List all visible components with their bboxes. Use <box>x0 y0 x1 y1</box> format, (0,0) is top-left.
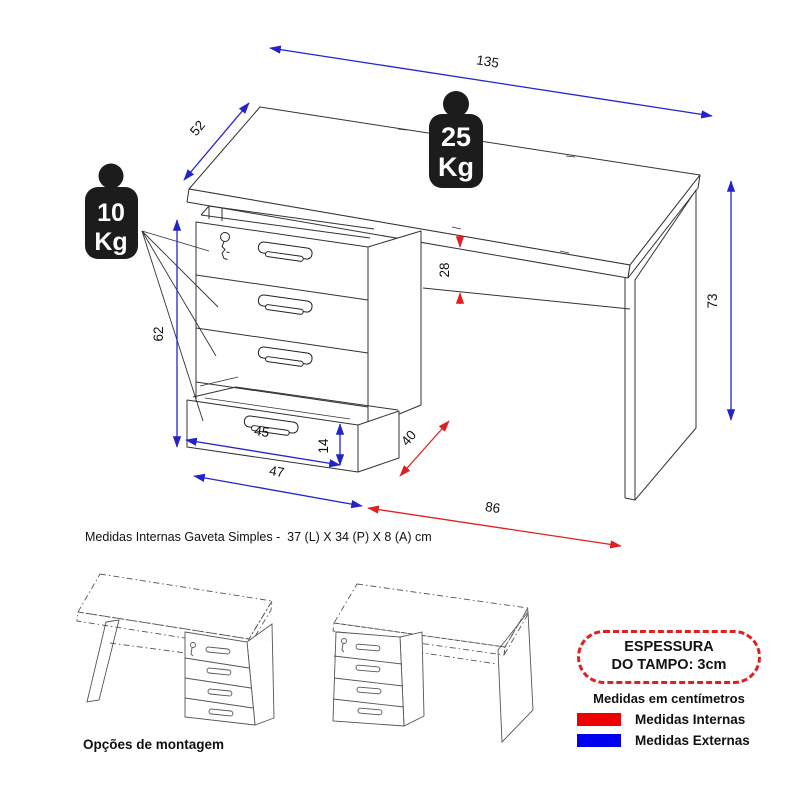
assembly2-pedestal <box>333 632 424 726</box>
assembly-option-2 <box>333 584 533 742</box>
weight-10-value: 10 <box>97 199 125 227</box>
label-knee-width: 86 <box>484 499 502 517</box>
top-thickness-callout <box>577 630 761 684</box>
weight-badge-10kg <box>85 164 138 260</box>
top-thickness-line1: ESPESSURA <box>624 639 714 655</box>
weight-25-value: 25 <box>440 122 472 152</box>
legend-row-internal <box>577 712 761 727</box>
assembly1-pedestal <box>185 624 274 725</box>
weight-badge-25kg <box>429 91 483 188</box>
legend-row-external <box>577 733 761 748</box>
assembly-options-caption: Opções de montagem <box>83 737 225 752</box>
internal-measures-label: Medidas Internas <box>635 712 746 728</box>
internal-drawer-measures-caption: Medidas Internas Gaveta Simples - 37 (L) X 34 (P) X 8 (A) cm <box>85 530 432 544</box>
label-pedestal-width: 47 <box>268 462 286 481</box>
legend <box>577 630 761 748</box>
label-drawer-width: 45 <box>253 422 271 441</box>
weight-10-unit: Kg <box>94 228 128 256</box>
external-color-swatch <box>577 734 621 747</box>
label-knee-depth: 40 <box>398 427 420 449</box>
label-tabletop-depth: 52 <box>186 117 209 139</box>
units-note: Medidas em centímetros <box>593 691 745 707</box>
modesty-rail-edge <box>423 288 630 309</box>
label-tabletop-width: 135 <box>475 52 500 71</box>
label-pedestal-height: 62 <box>151 326 166 342</box>
internal-color-swatch <box>577 713 621 726</box>
label-knee-height: 28 <box>437 262 452 278</box>
label-desk-height: 73 <box>705 293 720 309</box>
top-thickness-line2: DO TAMPO: 3cm <box>611 657 727 674</box>
external-measures-label: Medidas Externas <box>635 733 750 749</box>
weight-25-unit: Kg <box>438 152 474 182</box>
assembly-option-1 <box>77 574 274 725</box>
dimension-pedestal-width <box>194 476 362 506</box>
label-drawer-front-height: 14 <box>316 438 331 454</box>
